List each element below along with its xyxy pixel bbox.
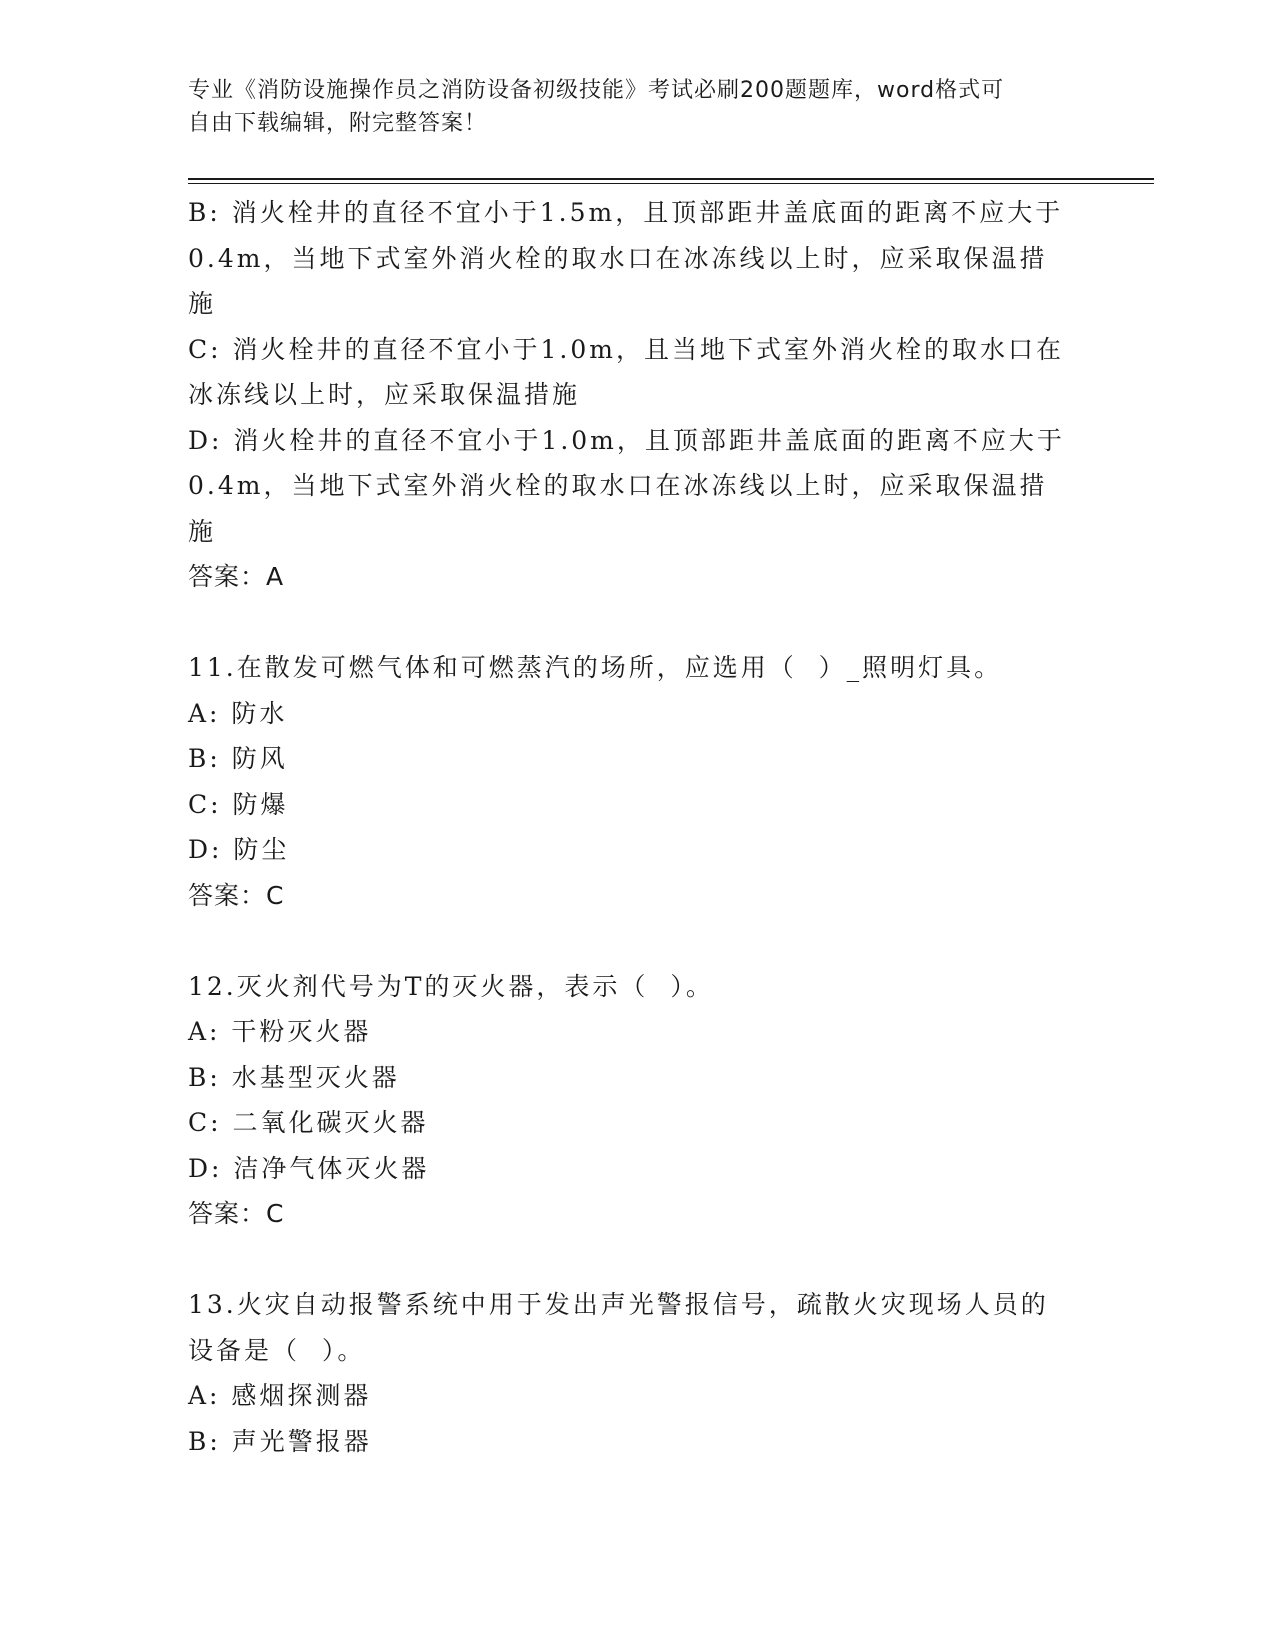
option-text: 0.4m，当地下式室外消火栓的取水口在冰冻线以上时，应采取保温措 [188, 243, 1048, 273]
option-text: D: 消火栓井的直径不宜小于1.0m，且顶部距井盖底面的距离不应大于 [188, 425, 1065, 455]
option-text: C: 消火栓井的直径不宜小于1.0m，且当地下式室外消火栓的取水口在 [188, 334, 1064, 364]
option-d: D: 洁净气体灭火器 [188, 1153, 430, 1183]
header-line-1: 专业《消防设施操作员之消防设备初级技能》考试必刷200题题库，word格式可 [188, 78, 1005, 103]
header-line-2: 自由下载编辑，附完整答案！ [188, 111, 488, 136]
header-divider-thick [188, 178, 1154, 180]
answer-line: 答案：C [188, 880, 285, 910]
option-b: B: 防风 [188, 744, 288, 773]
header-divider-thin [188, 183, 1154, 184]
option-text: 施 [188, 516, 217, 546]
option-b: B: 声光警报器 [188, 1426, 372, 1456]
question-content [188, 190, 1088, 1464]
option-d: D: 防尘 [188, 835, 290, 864]
question-13 [188, 1282, 1088, 1464]
question-stem: 11.在散发可燃气体和可燃蒸汽的场所，应选用（ ）_照明灯具。 [188, 653, 1003, 682]
option-a: A: 干粉灭火器 [188, 1017, 372, 1046]
option-a: A: 防水 [188, 698, 288, 728]
option-text: 0.4m，当地下式室外消火栓的取水口在冰冻线以上时，应采取保温措 [188, 471, 1048, 500]
question-12 [188, 964, 1088, 1237]
question-stem-continued: 设备是（ ）。 [188, 1335, 366, 1365]
option-c: C: 二氧化碳灭火器 [188, 1108, 429, 1137]
option-c: C: 防爆 [188, 789, 289, 819]
answer-line: 答案：C [188, 1199, 285, 1228]
document-header [188, 74, 1068, 140]
continued-question [188, 190, 1088, 600]
option-b: B: 水基型灭火器 [188, 1062, 400, 1092]
question-stem: 12.灭火剂代号为T的灭火器，表示（ ）。 [188, 971, 714, 1001]
option-text: 冰冻线以上时，应采取保温措施 [188, 380, 581, 409]
question-stem: 13.火灾自动报警系统中用于发出声光警报信号，疏散火灾现场人员的 [188, 1290, 1049, 1319]
answer-line: 答案：A [188, 562, 285, 591]
option-text: B: 消火栓井的直径不宜小于1.5m，且顶部距井盖底面的距离不应大于 [188, 198, 1064, 227]
option-text: 施 [188, 289, 217, 318]
question-11 [188, 645, 1088, 918]
option-a: A: 感烟探测器 [188, 1381, 372, 1410]
